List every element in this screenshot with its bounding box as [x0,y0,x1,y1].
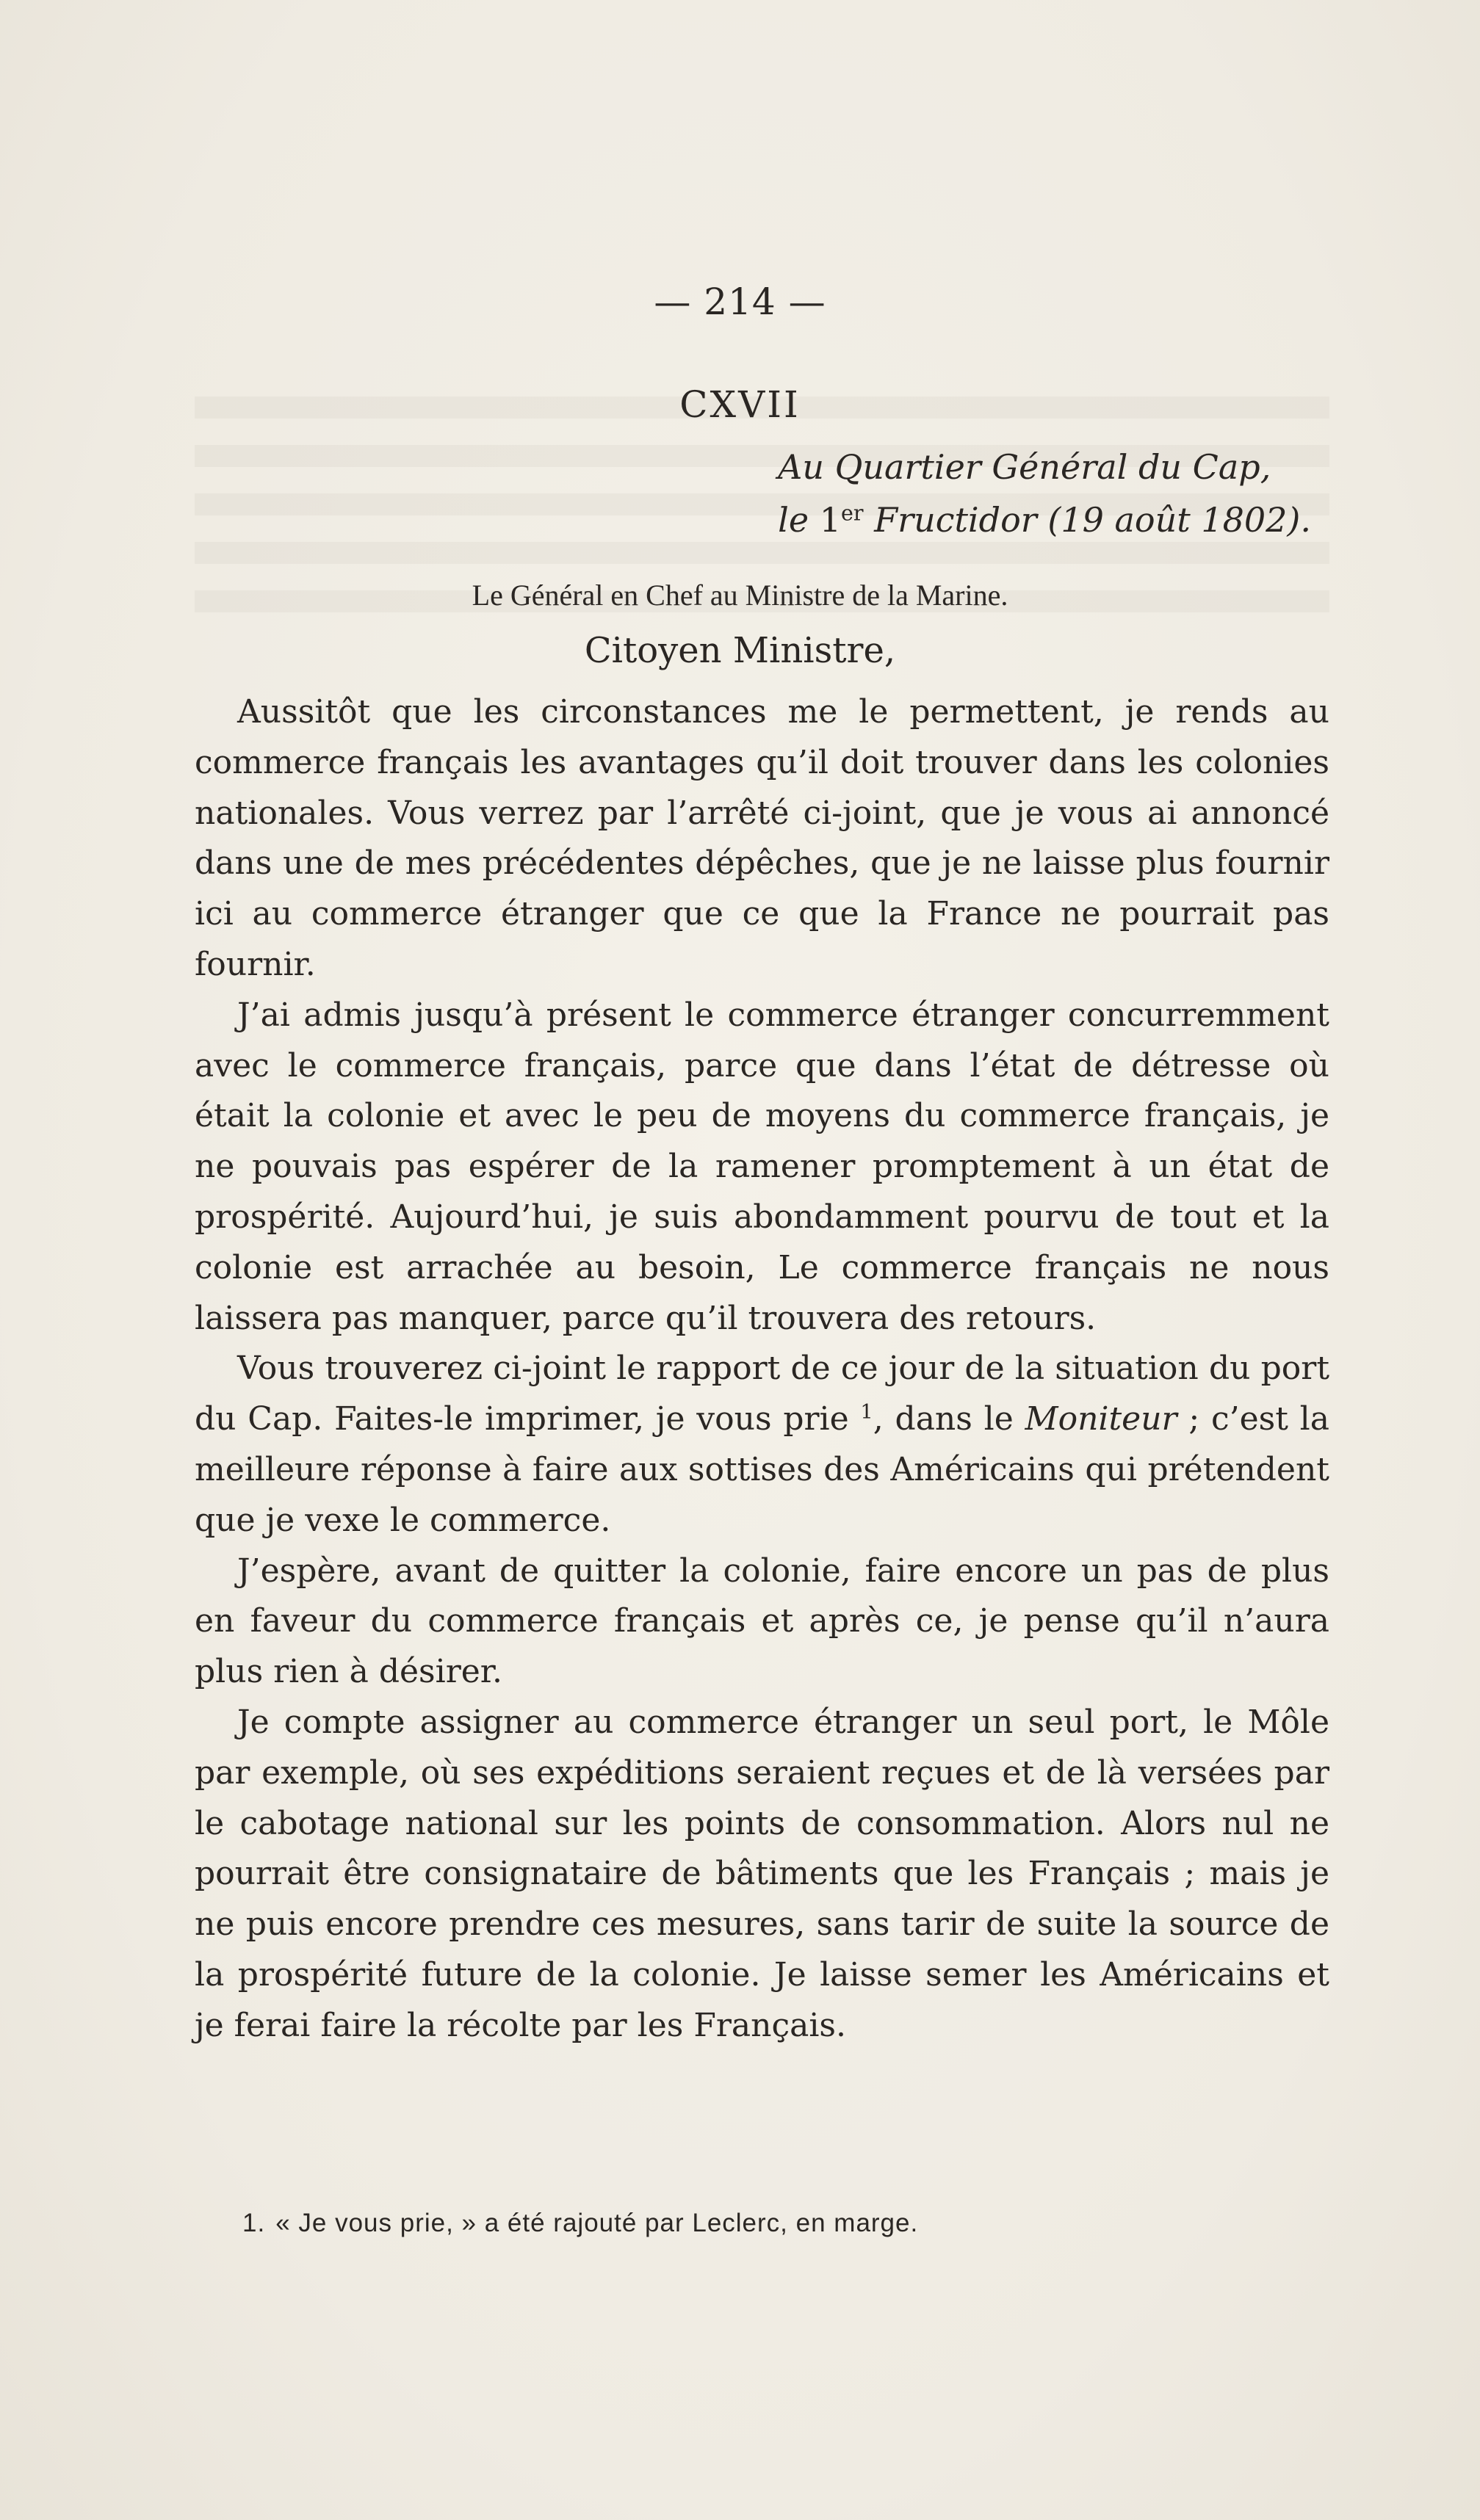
place-date-block [778,441,1311,546]
paragraph-4: J’espère, avant de quitter la colonie, faire encore un pas de plus en faveur du commerce français et après ce, je pense qu’il n’aura plus rien à désirer. [195,1552,1329,1691]
footnote [242,2209,918,2238]
date-day-suffix: er [841,501,864,526]
chapter-number: CXVII [679,383,801,426]
place-line: Au Quartier Général du Cap, [778,447,1271,487]
footnote-reference[interactable]: 1 [860,1401,873,1424]
letter-heading: Le Général en Chef au Ministre de la Marine. [472,579,1008,612]
paragraph-3-text-c: ; c’est la meilleure réponse à faire aux sottises des Américains qui prétendent que je vexe le commerce. [195,1400,1329,1539]
moniteur-title: Moniteur [1025,1400,1177,1438]
paragraph-3-text-a: Vous trouverez ci-joint le rapport de ce jour de la situation du port du Cap. Faites-le imprimer, je vous prie [195,1350,1329,1438]
salutation: Citoyen Ministre, [584,630,896,671]
letter-body [195,687,1329,2052]
date-line [778,493,1311,546]
paragraph-1: Aussitôt que les circonstances me le permettent, je rends au commerce français les avantages qu’il doit trouver dans les colonies nationales. Vous verrez par l’arrêté ci-joint, que je vous ai annoncé dans une de mes précédentes dépêches, que je ne laisse plus fournir ici au commerce étranger que ce que la France ne pourrait pas fournir. [195,693,1329,983]
paragraph-2: J’ai admis jusqu’à présent le commerce étranger concurremment avec le commerce français, parce que dans l’état de détresse où était la colonie et avec le peu de moyens du commerce français, je ne pouvais pas espérer de la ramener promptement à un état de prospérité. Aujourd’hui, je suis abondamment pourvu de tout et la colonie est arrachée au besoin, Le commerce français ne nous laissera pas manquer, parce qu’il trouvera des retours. [195,996,1329,1337]
date-rest: Fructidor (19 août 1802). [874,500,1311,540]
paragraph-3 [195,1344,1329,1546]
page-number: — 214 — [654,280,826,323]
date-prefix: le [778,500,809,540]
paragraph-3-text-b: , dans le [873,1400,1014,1438]
date-day [820,500,864,540]
paragraph-5: Je compte assigner au commerce étranger un seul port, le Môle par exemple, où ses expéditions seraient reçues et de là versées par le cabotage national sur les points de consommation. Alors nul ne pourrait être consignataire de bâtiments que les Français ; mais je ne puis encore prendre ces mesures, sans tarir de suite la source de la prospérité future de la colonie. Je laisse semer les Américains et je ferai faire la récolte par les Français. [195,1703,1329,2044]
footnote-text: « Je vous prie, » a été rajouté par Leclerc, en marge. [275,2209,919,2237]
footnote-number: 1. [242,2209,266,2237]
date-day-number: 1 [819,500,842,540]
